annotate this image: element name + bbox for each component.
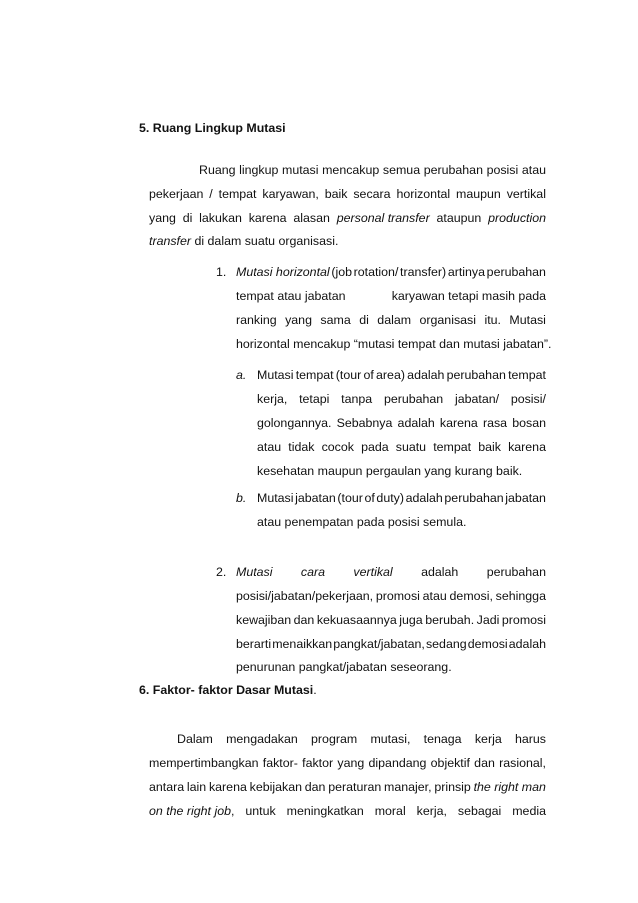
word: yang <box>337 756 365 770</box>
word: kebijakan <box>249 780 302 794</box>
word: Ruang <box>199 163 236 177</box>
item-1-line <box>236 336 551 352</box>
word: atau <box>257 440 282 454</box>
section-6-heading-suffix: . <box>313 683 317 697</box>
word: rasional, <box>499 756 546 770</box>
word: mempertimbangkan <box>149 756 259 770</box>
word: di <box>359 313 369 327</box>
word: yang <box>285 313 312 327</box>
word: penurunan pangkat/jabatan seseorang. <box>236 660 452 674</box>
word: di <box>182 211 193 225</box>
word: tempat <box>433 440 472 454</box>
word: Mutasi <box>257 368 294 382</box>
word: atau penempatan pada posisi semula. <box>257 515 467 529</box>
word: Sebabnya <box>336 416 393 430</box>
word: menaikkan <box>272 637 333 651</box>
word: mengadakan <box>226 732 298 746</box>
item-1-number: 1. <box>216 265 227 279</box>
word: perubahan <box>423 163 483 177</box>
word: moral <box>374 804 406 818</box>
word: tempat <box>295 368 334 382</box>
word: atau <box>521 163 546 177</box>
word: kerja <box>474 732 502 746</box>
word: alasan <box>293 211 330 225</box>
item-2-line <box>236 612 546 628</box>
word: kekuasaannya <box>316 613 397 627</box>
word: karena <box>208 780 247 794</box>
word: suatu <box>395 440 427 454</box>
word: kesehatan maupun pergaulan yang kurang baik. <box>257 464 523 478</box>
word: artinya <box>447 265 486 279</box>
word: harus <box>515 732 546 746</box>
word: (tour <box>335 368 362 382</box>
word: rasa <box>482 416 508 430</box>
word: tetapi <box>299 392 330 406</box>
section-5-paragraph-line <box>199 162 546 178</box>
word: tempat <box>508 368 546 382</box>
item-2-number: 2. <box>216 565 227 579</box>
word: dan <box>474 756 495 770</box>
word: sebagai <box>457 804 502 818</box>
word: berubah. <box>425 613 475 627</box>
word: of <box>363 368 374 382</box>
sub-item-a-letter: a. <box>236 368 247 382</box>
word: antara <box>149 780 185 794</box>
word: karyawan tetapi masih pada <box>391 289 546 303</box>
sub-item-b-line <box>257 490 546 506</box>
word: bosan <box>512 416 546 430</box>
item-2-line <box>236 588 546 604</box>
section-6-heading-text: 6. Faktor- faktor Dasar Mutasi <box>139 683 314 697</box>
word: sama <box>320 313 351 327</box>
word: karyawan, <box>262 187 319 201</box>
word: semua <box>382 163 421 177</box>
word: Dalam <box>177 732 213 746</box>
word: (tour <box>337 491 363 505</box>
word: cara <box>300 565 326 579</box>
item-1-line <box>236 264 546 280</box>
word: of <box>364 491 375 505</box>
word: pada <box>361 440 389 454</box>
word: / <box>209 187 213 201</box>
word: program <box>311 732 358 746</box>
section-6-paragraph-line <box>149 779 546 795</box>
word: perubahan <box>486 265 546 279</box>
word: pekerjaan <box>149 187 204 201</box>
word: dan <box>304 780 326 794</box>
section-6-paragraph-line <box>177 731 546 747</box>
word: peraturan <box>328 780 382 794</box>
word: mutasi <box>282 163 319 177</box>
word: perubahan <box>446 368 506 382</box>
word: objektif <box>430 756 470 770</box>
word: ranking <box>236 313 277 327</box>
word: atau <box>422 589 447 603</box>
word: prinsip <box>434 780 471 794</box>
word: pangkat/jabatan, <box>333 637 425 651</box>
sub-item-a-line <box>257 439 546 455</box>
word: posisi <box>486 163 519 177</box>
word: adalah <box>508 637 546 651</box>
word: yang <box>149 211 176 225</box>
word: itu. <box>484 313 501 327</box>
item-2-line <box>236 636 546 652</box>
word: kerja, <box>416 804 447 818</box>
word: jabatan <box>505 491 546 505</box>
word: Jadi <box>476 613 500 627</box>
word: lain <box>186 780 207 794</box>
word: adalah <box>407 368 445 382</box>
section-6-heading <box>139 682 317 698</box>
word: demosi, <box>449 589 493 603</box>
word: untuk <box>245 804 276 818</box>
section-5-paragraph-line <box>149 186 546 202</box>
word: mutasi, <box>370 732 411 746</box>
word: tenaga <box>423 732 462 746</box>
word: Mutasi horizontal <box>236 265 330 279</box>
word: golongannya. <box>257 416 332 430</box>
word: posisi/ <box>510 392 546 406</box>
word: karena <box>508 440 546 454</box>
word: perubahan <box>383 392 444 406</box>
word: on the right job, <box>149 804 235 818</box>
word: promosi <box>375 589 420 603</box>
section-5-paragraph-line <box>149 210 546 226</box>
word: vertikal <box>506 187 546 201</box>
word: kerja, <box>257 392 288 406</box>
word: tanpa <box>341 392 373 406</box>
word: ataupun <box>436 211 482 225</box>
word: production <box>488 211 546 225</box>
word: mencakup <box>322 163 380 177</box>
section-6-paragraph-line <box>149 803 546 819</box>
word: tidak <box>288 440 315 454</box>
word: baik <box>478 440 501 454</box>
word: adalah <box>421 565 459 579</box>
word: karena <box>439 416 478 430</box>
word: karena <box>248 211 287 225</box>
word: tempat <box>218 187 257 201</box>
word: baik <box>324 187 348 201</box>
word: maupun <box>456 187 501 201</box>
sub-item-b-line <box>257 514 466 530</box>
word: horizontal <box>396 187 451 201</box>
word: rotation/ <box>353 265 399 279</box>
word: lingkup <box>239 163 279 177</box>
word: Mutasi <box>236 565 273 579</box>
word: lakukan <box>199 211 242 225</box>
item-2-line <box>236 659 452 675</box>
item-2-line <box>236 564 546 580</box>
sub-item-a-line <box>257 367 546 383</box>
word: dan <box>293 613 315 627</box>
word: berarti <box>236 637 272 651</box>
word: sedang <box>425 637 467 651</box>
word: faktor <box>302 756 334 770</box>
word: personal transfer <box>336 211 430 225</box>
word: meningkatkan <box>286 804 364 818</box>
section-5-paragraph-line <box>149 233 338 249</box>
word: kewajiban <box>236 613 292 627</box>
word: adalah <box>397 416 435 430</box>
word: media <box>512 804 546 818</box>
word: jabatan/ <box>454 392 500 406</box>
word: (job <box>331 265 352 279</box>
word: dalam <box>377 313 412 327</box>
word: posisi/jabatan/pekerjaan, <box>236 589 374 603</box>
word: transfer di dalam suatu organisasi. <box>149 234 339 248</box>
word: faktor- <box>262 756 298 770</box>
word: sehingga <box>495 589 546 603</box>
sub-item-a-line <box>257 463 522 479</box>
word: the right man <box>473 780 546 794</box>
word: perubahan <box>444 491 504 505</box>
word: jabatan <box>295 491 336 505</box>
word: area) <box>376 368 405 382</box>
word: horizontal mencakup “mutasi tempat dan mutasi jabatan”. <box>236 337 552 351</box>
word: promosi <box>501 613 546 627</box>
word: tempat atau jabatan <box>236 289 346 303</box>
word: Mutasi <box>257 491 294 505</box>
section-6-paragraph-line <box>149 755 546 771</box>
sub-item-b-letter: b. <box>236 491 247 505</box>
word: dipandang <box>368 756 427 770</box>
word: juga <box>399 613 423 627</box>
word: manajer, <box>384 780 432 794</box>
word: secara <box>353 187 391 201</box>
word: adalah <box>405 491 443 505</box>
sub-item-a-line <box>257 415 546 431</box>
word: cocok <box>321 440 354 454</box>
word: vertikal <box>353 565 393 579</box>
item-1-line <box>236 288 546 304</box>
word: Mutasi <box>509 313 546 327</box>
item-1-line <box>236 312 546 328</box>
word: perubahan <box>486 565 546 579</box>
word: demosi <box>467 637 508 651</box>
word: transfer) <box>400 265 447 279</box>
section-5-heading: 5. Ruang Lingkup Mutasi <box>139 121 286 135</box>
word: duty) <box>376 491 404 505</box>
word: organisasi <box>419 313 476 327</box>
sub-item-a-line <box>257 391 546 407</box>
